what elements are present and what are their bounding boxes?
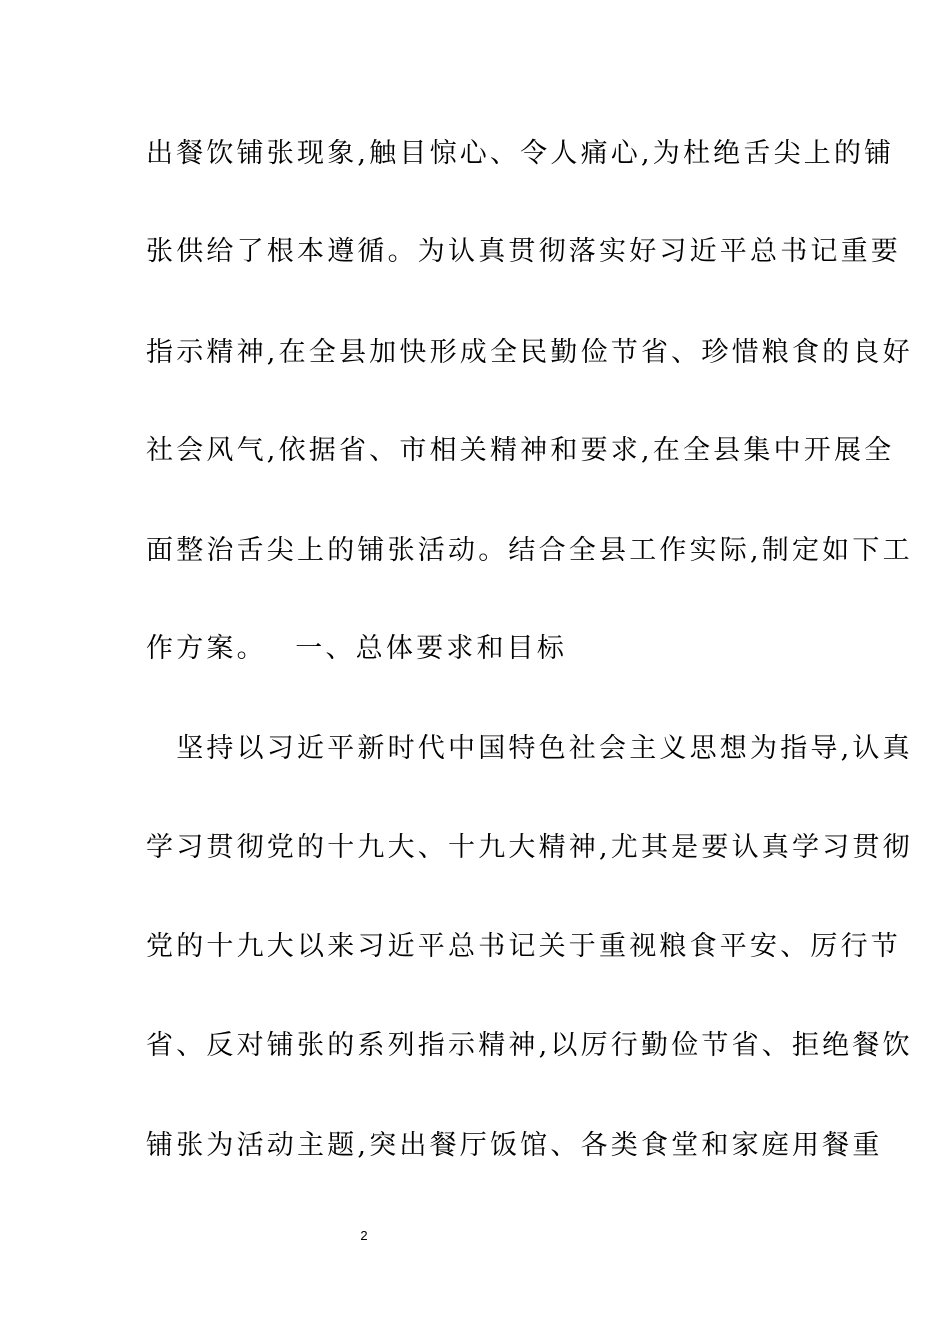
- body-text-line: 党的十九大以来习近平总书记关于重视粮食平安、厉行节: [146, 931, 901, 962]
- body-text-line: 铺张为活动主题,突出餐厅饭馆、各类食堂和家庭用餐重: [146, 1130, 883, 1161]
- body-text-line: 张供给了根本遵循。为认真贯彻落实好习近平总书记重要: [146, 236, 901, 267]
- body-text-line: 指示精神,在全县加快形成全民勤俭节省、珍惜粮食的良好: [146, 337, 913, 368]
- body-text-line: 学习贯彻党的十九大、十九大精神,尤其是要认真学习贯彻: [146, 832, 913, 863]
- page-number: 2: [360, 1228, 368, 1243]
- body-text-line: 面整治舌尖上的铺张活动。结合全县工作实际,制定如下工: [146, 535, 913, 566]
- body-text-line: 社会风气,依据省、市相关精神和要求,在全县集中开展全: [146, 435, 895, 466]
- section-heading-line: 作方案。 一、总体要求和目标: [146, 633, 568, 664]
- body-text-line: 坚持以习近平新时代中国特色社会主义思想为指导,认真: [146, 733, 913, 764]
- body-text-line: 出餐饮铺张现象,触目惊心、令人痛心,为杜绝舌尖上的铺: [146, 138, 895, 169]
- body-text-line: 省、反对铺张的系列指示精神,以厉行勤俭节省、拒绝餐饮: [146, 1030, 913, 1061]
